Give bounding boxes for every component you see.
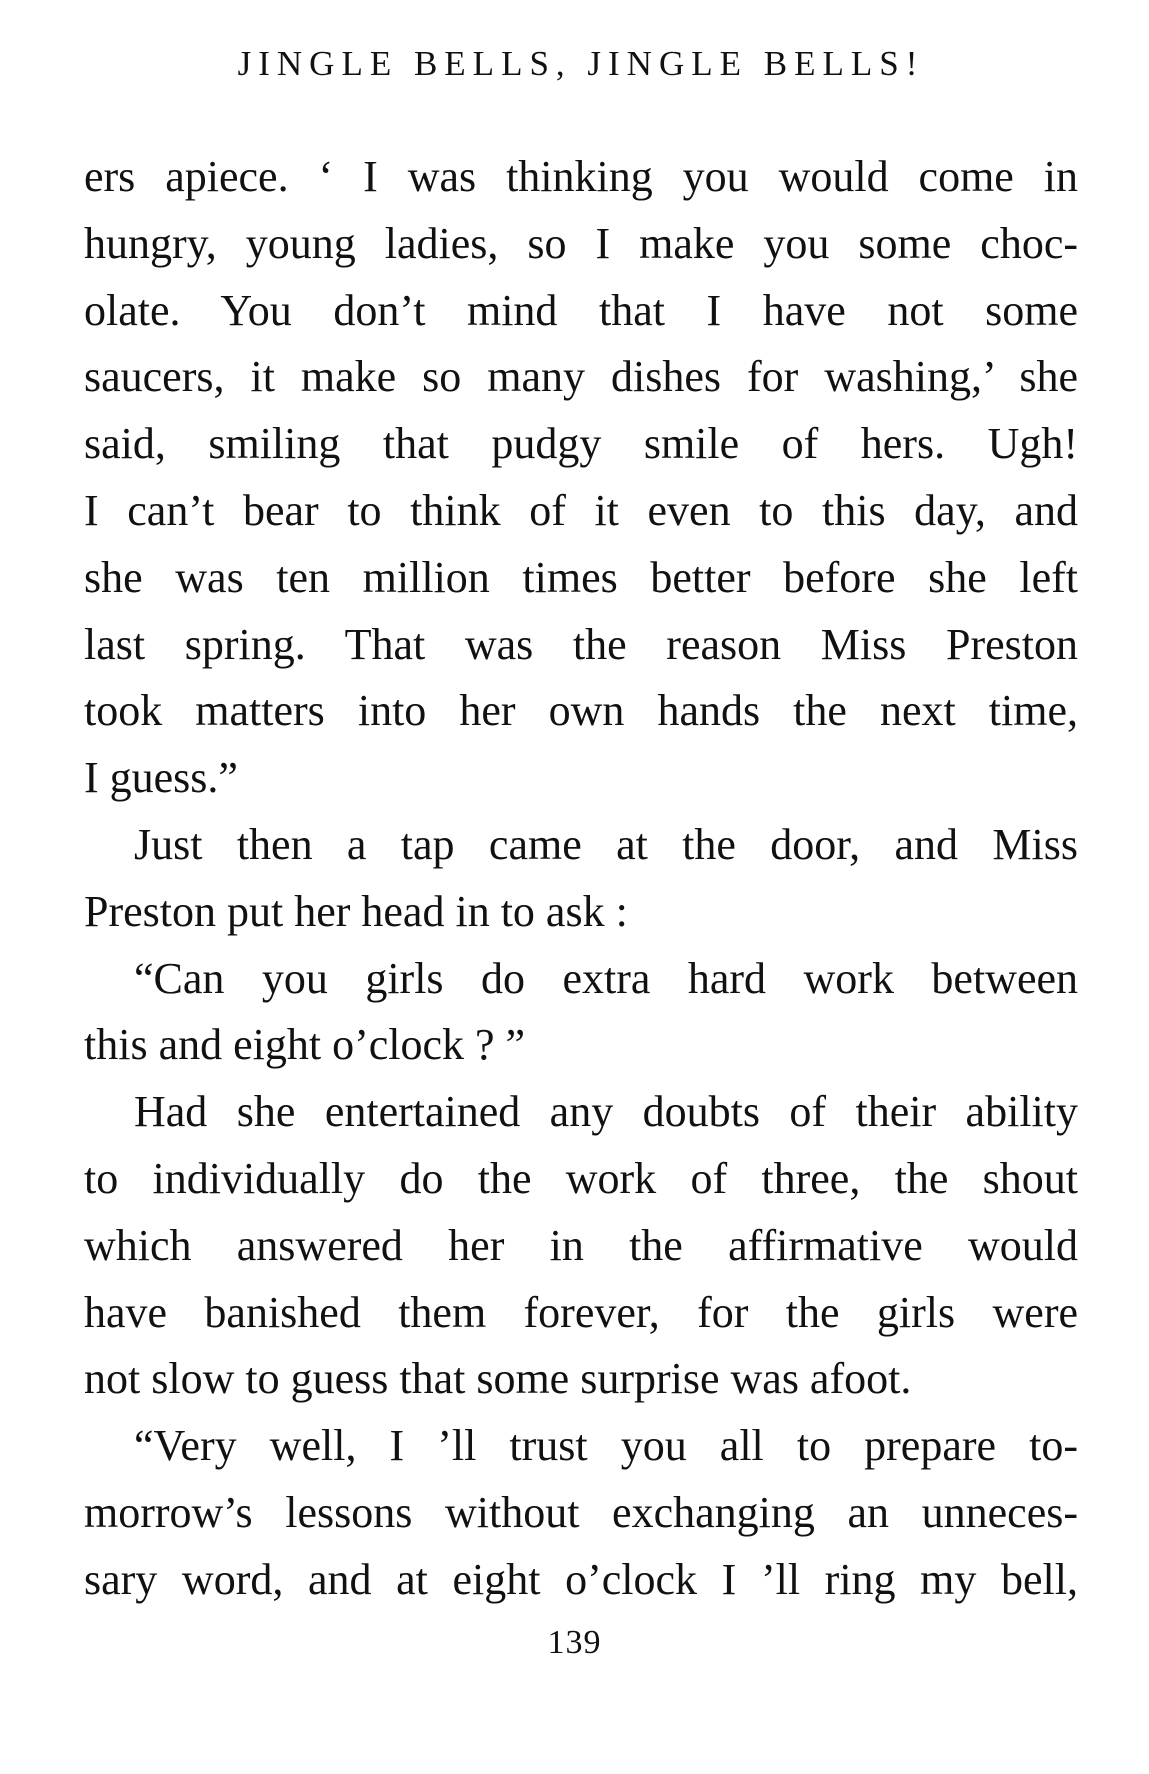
text-line: saucers, it make so many dishes for washing,’ she <box>84 352 1078 402</box>
text-line: took matters into her own hands the next time, <box>84 686 1078 736</box>
text-line: sary word, and at eight o’clock I ’ll ring my bell, <box>84 1554 1078 1604</box>
text-line: have banished them forever, for the girls were <box>84 1287 1078 1337</box>
text-line: I can’t bear to think of it even to this day, and <box>84 485 1078 535</box>
text-line: Had she entertained any doubts of their ability <box>134 1087 1078 1137</box>
text-line: she was ten million times better before she left <box>84 552 1078 602</box>
text-line: “Can you girls do extra hard work between <box>134 953 1078 1003</box>
text-line: I guess.” <box>84 753 238 803</box>
text-line: “Very well, I ’ll trust you all to prepare to- <box>134 1421 1078 1471</box>
text-line: Just then a tap came at the door, and Miss <box>134 819 1078 869</box>
text-line: not slow to guess that some surprise was afoot. <box>84 1354 912 1404</box>
body-text <box>84 144 1078 1614</box>
text-line: to individually do the work of three, the shout <box>84 1153 1078 1203</box>
running-head: JINGLE BELLS, JINGLE BELLS! <box>237 44 925 83</box>
text-line: hungry, young ladies, so I make you some choc- <box>84 218 1078 268</box>
text-line: Preston put her head in to ask : <box>84 886 628 936</box>
text-line: last spring. That was the reason Miss Preston <box>84 619 1078 669</box>
text-line: which answered her in the affirmative would <box>84 1220 1078 1270</box>
text-line: this and eight o’clock ? ” <box>84 1020 526 1070</box>
text-line: morrow’s lessons without exchanging an unneces- <box>84 1487 1078 1537</box>
text-line: olate. You don’t mind that I have not some <box>84 285 1078 335</box>
text-line: said, smiling that pudgy smile of hers. Ugh! <box>84 419 1078 469</box>
text-line: ers apiece. ‘ I was thinking you would come in <box>84 152 1078 201</box>
page-number: 139 <box>547 1624 602 1661</box>
